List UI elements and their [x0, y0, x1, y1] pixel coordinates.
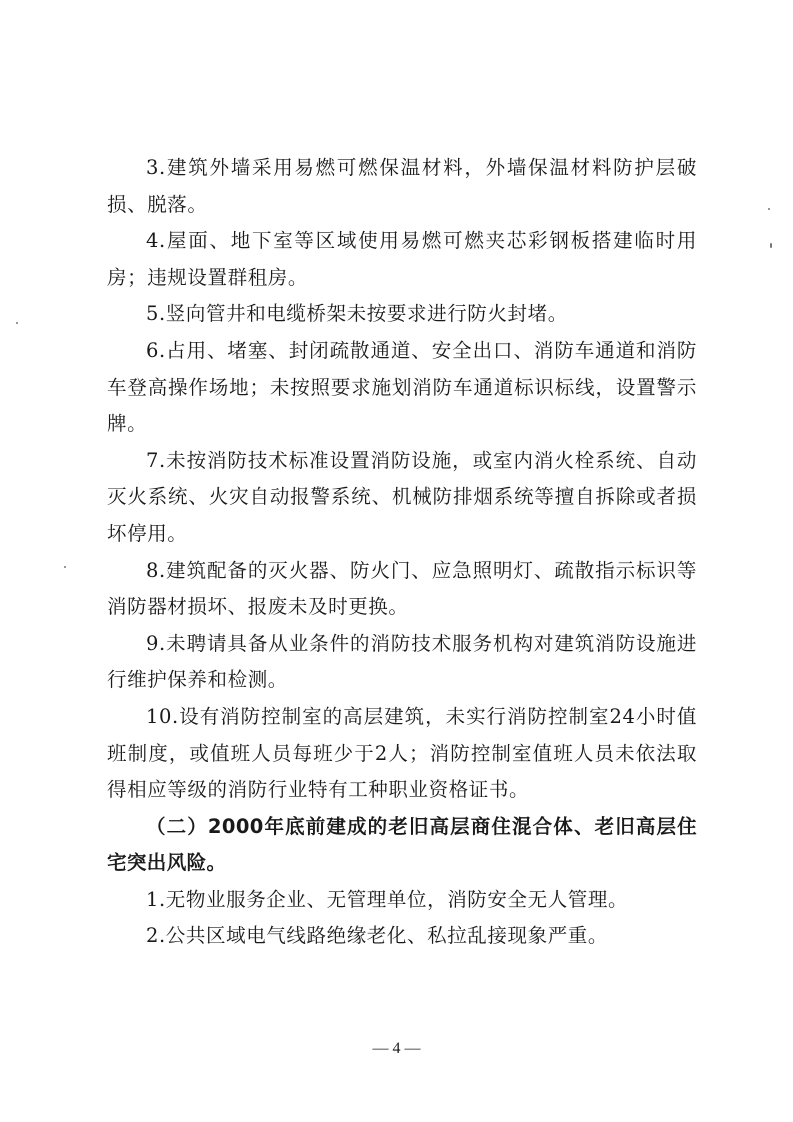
sub-list-item-1: 1.无物业服务企业、无管理单位，消防安全无人管理。 [146, 887, 629, 911]
list-item-6: 6.占用、堵塞、封闭疏散通道、安全出口、消防车通道和消防车登高操作场地；未按照要求施划消防车通道标识标线，设置警示牌。 [107, 338, 697, 436]
list-item-9: 9.未聘请具备从业条件的消防技术服务机构对建筑消防设施进行维护保养和检测。 [107, 631, 697, 692]
scan-speck [770, 243, 772, 248]
scan-speck [768, 208, 770, 210]
list-item-7: 7.未按消防技术标准设置消防设施，或室内消火栓系统、自动灭火系统、火灾自动报警系统、机械防排烟系统等擅自拆除或者损坏停用。 [107, 448, 697, 545]
document-body [107, 150, 697, 955]
scan-speck [64, 566, 66, 568]
scan-speck [16, 322, 18, 324]
list-item-3: 3.建筑外墙采用易燃可燃保温材料，外墙保温材料防护层破损、脱落。 [107, 156, 697, 216]
list-item-10: 10.设有消防控制室的高层建筑，未实行消防控制室24小时值班制度，或值班人员每班少于2人；消防控制室值班人员未依法取得相应等级的消防行业特有工种职业资格证书。 [107, 704, 697, 802]
section-heading: （二）2000年底前建成的老旧高层商住混合体、老旧高层住宅突出风险。 [107, 814, 697, 875]
list-item-4: 4.屋面、地下室等区域使用易燃可燃夹芯彩钢板搭建临时用房；违规设置群租房。 [107, 229, 697, 289]
list-item-5: 5.竖向管井和电缆桥架未按要求进行防火封堵。 [146, 302, 568, 326]
list-item-8: 8.建筑配备的灭火器、防火门、应急照明灯、疏散指示标识等消防器材损坏、报废未及时更换。 [107, 558, 697, 619]
page-number: — 4 — [372, 1040, 421, 1057]
sub-list-item-2: 2.公共区域电气线路绝缘老化、私拉乱接现象严重。 [146, 924, 609, 948]
